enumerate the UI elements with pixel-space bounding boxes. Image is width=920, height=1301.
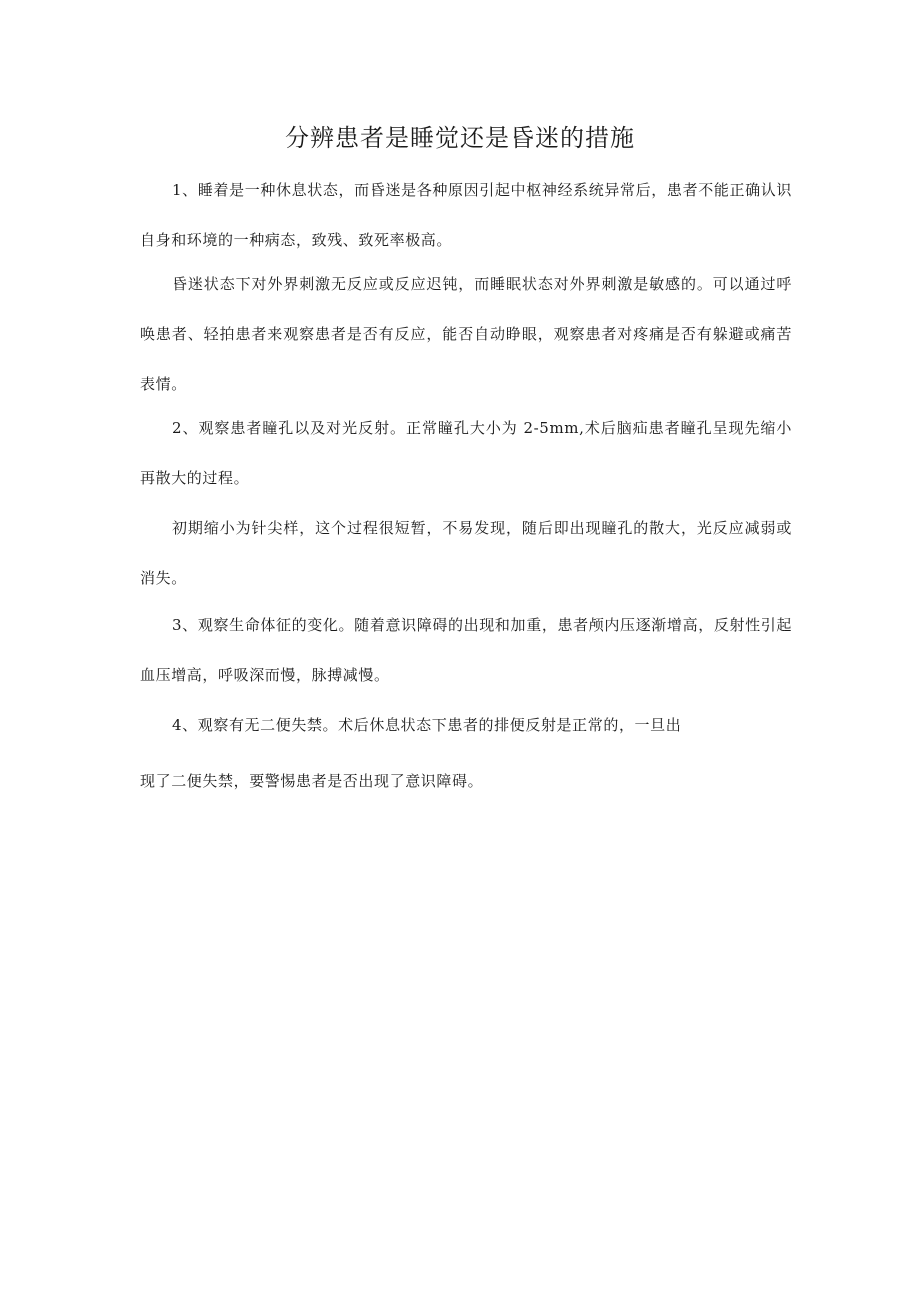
paragraph-vital-signs: 3、观察生命体征的变化。随着意识障碍的出现和加重，患者颅内压逐渐增高，反射性引起血压增高，呼吸深而慢，脉搏减慢。 [140,616,792,684]
paragraph-incontinence-line1: 4、观察有无二便失禁。术后休息状态下患者的排便反射是正常的，一旦出 [172,716,682,734]
paragraph-pupil-reflex: 2、观察患者瞳孔以及对光反射。正常瞳孔大小为 2-5mm,术后脑疝患者瞳孔呈现先缩小再散大的过程。 [140,419,792,487]
paragraph-sleep-vs-coma: 1、睡着是一种休息状态，而昏迷是各种原因引起中枢神经系统异常后，患者不能正确认识自身和环境的一种病态，致残、致死率极高。 [140,181,792,249]
paragraph-pupil-change: 初期缩小为针尖样，这个过程很短暂，不易发现，随后即出现瞳孔的散大，光反应减弱或消失。 [140,519,792,587]
document-title: 分辨患者是睡觉还是昏迷的措施 [285,124,635,152]
paragraph-stimulus-response: 昏迷状态下对外界刺激无反应或反应迟钝，而睡眠状态对外界刺激是敏感的。可以通过呼唤患者、轻拍患者来观察患者是否有反应，能否自动睁眼，观察患者对疼痛是否有躲避或痛苦表情。 [140,275,792,393]
paragraph-incontinence-line2: 现了二便失禁，要警惕患者是否出现了意识障碍。 [140,772,484,790]
